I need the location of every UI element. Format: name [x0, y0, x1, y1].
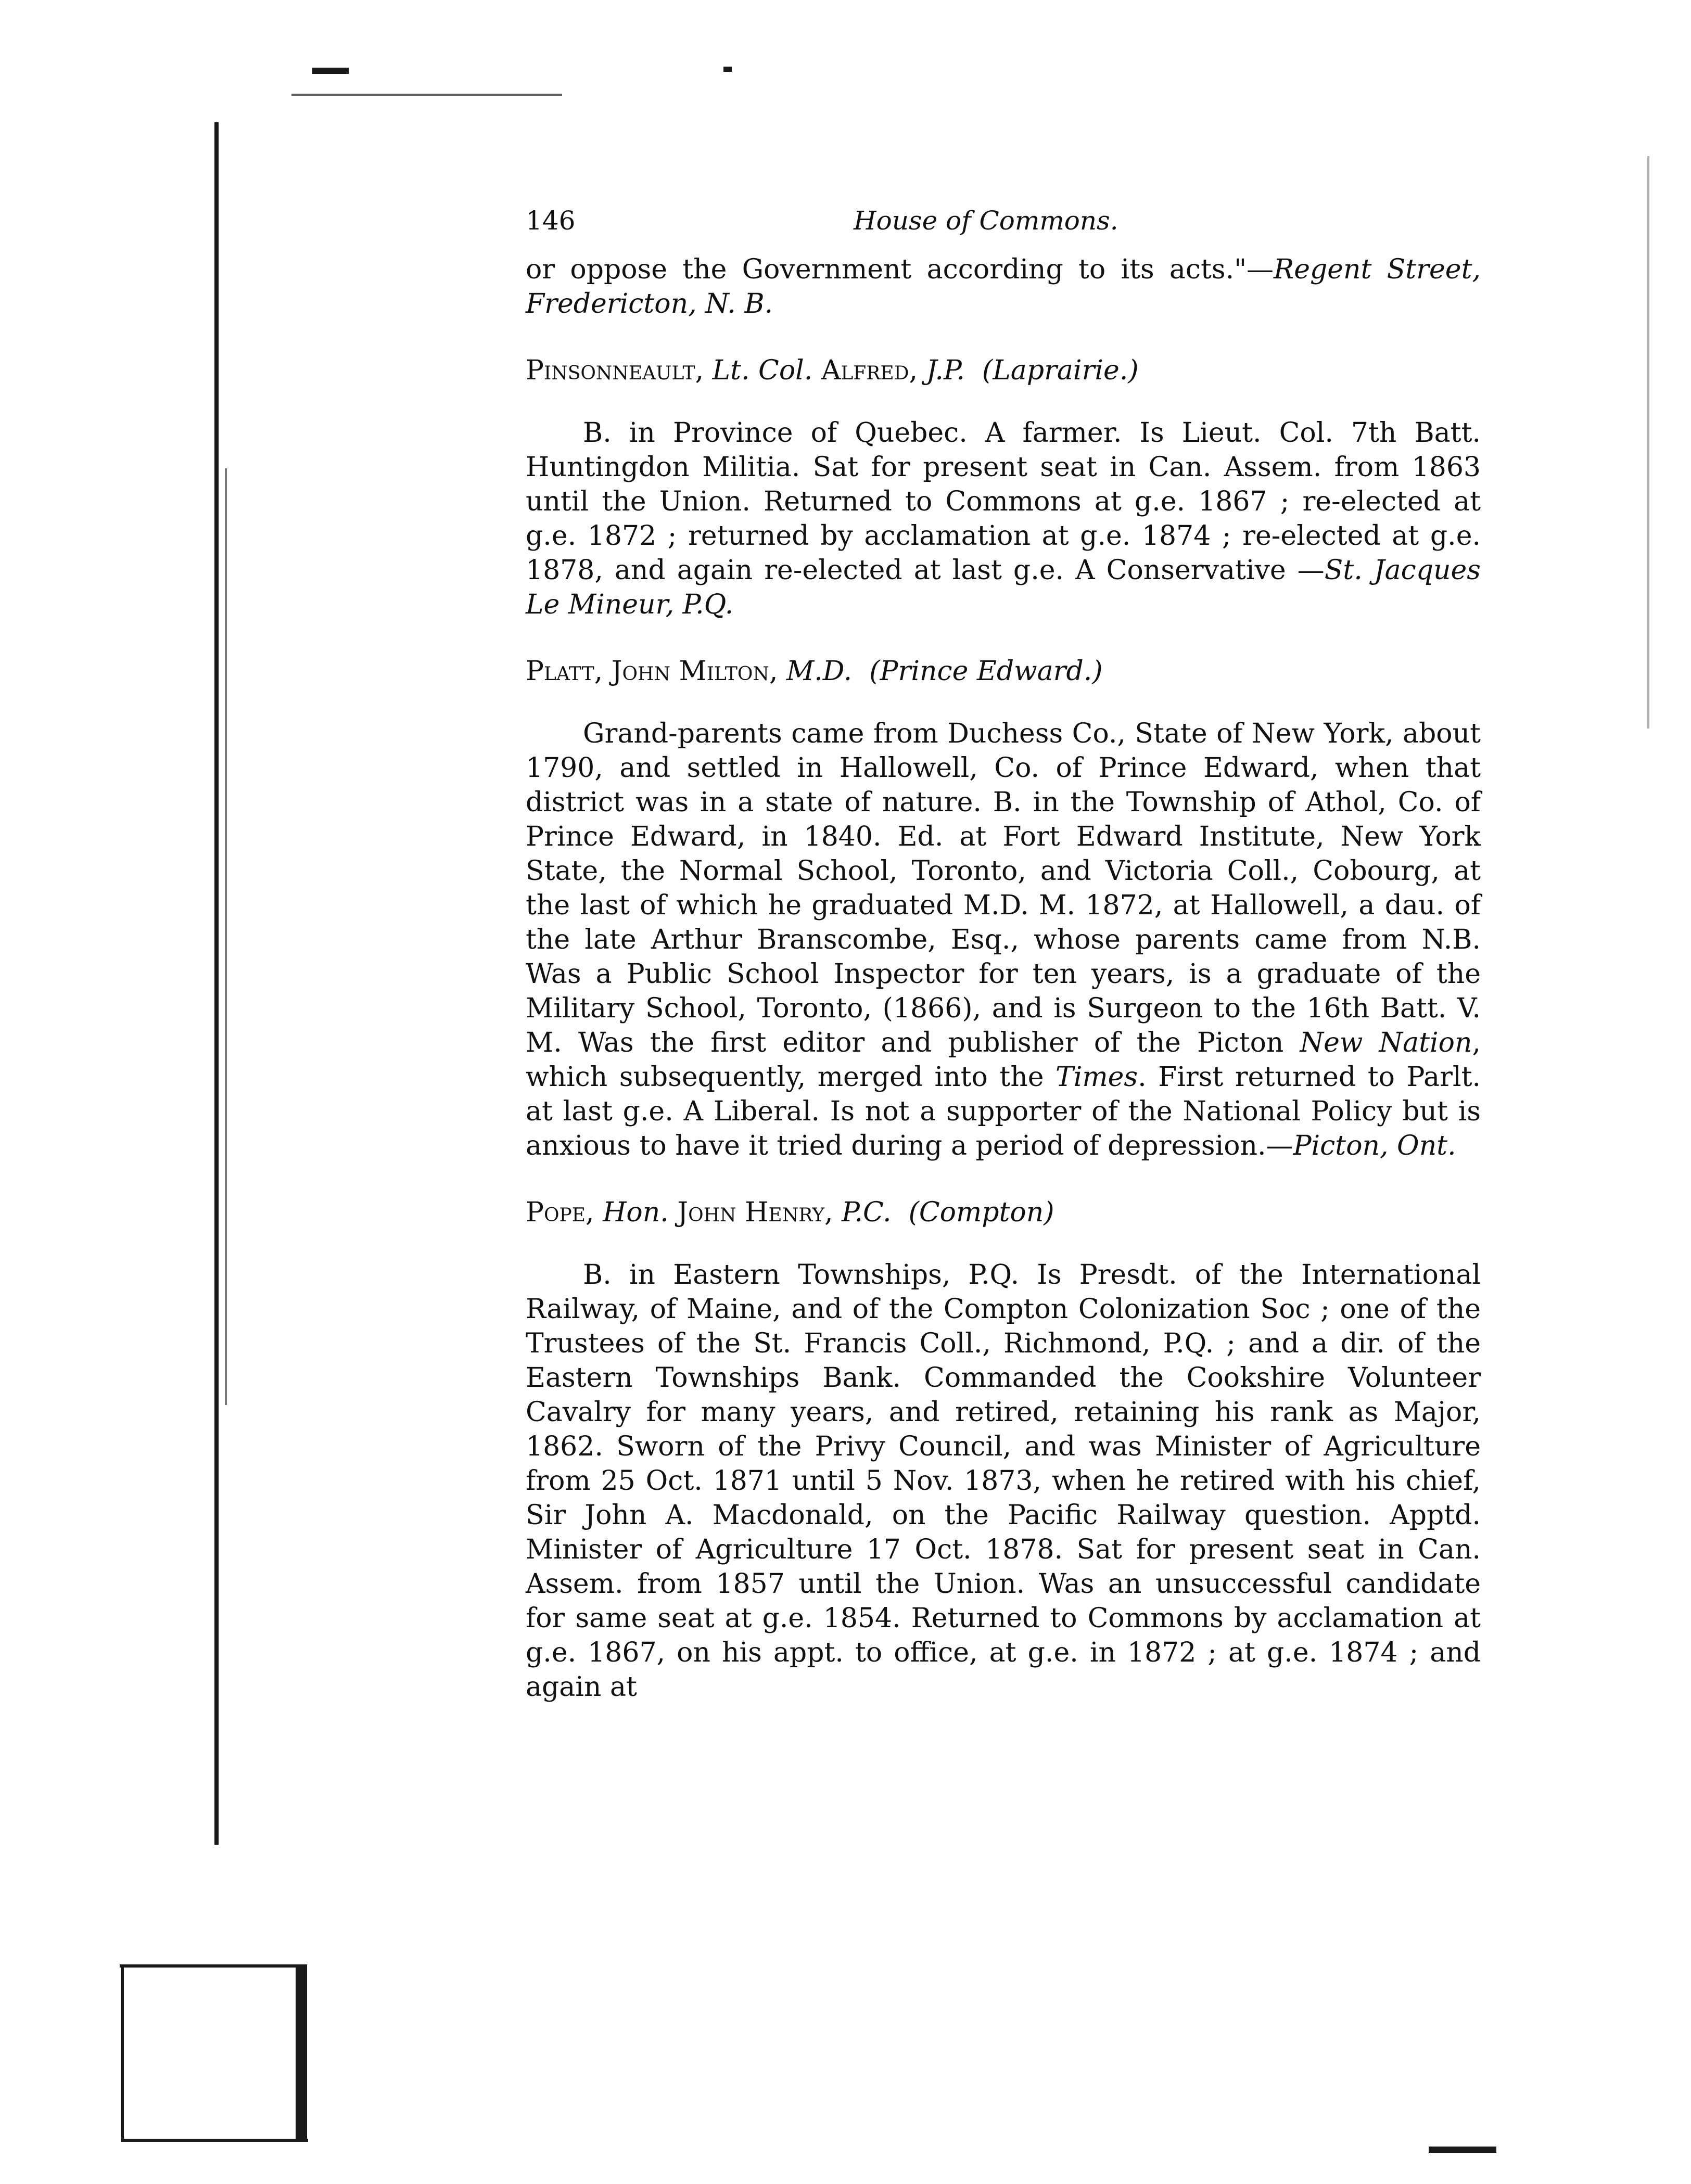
scan-top-smudge [312, 68, 349, 74]
entry-text-part-3: . First returned to Parlt. at last g.e. A Liberal. Is not a supporter of the National Policy but is anxious to have it tried during a period of depression.— [526, 1062, 1481, 1161]
entry-surname: Platt [526, 656, 594, 687]
scan-bracket-top [120, 1964, 307, 1968]
entry-text-part-1: Grand-parents came from Duchess Co., State of New York, about 1790, and settled in Hallowell, Co. of Prince Edward, when that district was in a state of nature. B. in the Township of Athol, Co. of Prince Edward, in 1840. Ed. at Fort Edward Institute, New York State, the Normal School, Toronto, and Victoria Coll., Cobourg, at the last of which he graduated M.D. M. 1872, at Hallowell, a dau. of the late Arthur Branscombe, Esq., whose parents came from N.B. Was a Public School Inspector for ten years, is a graduate of the Military School, Toronto, (1866), and is Surgeon to the 16th Batt. V. M. Was the first editor and publisher of the Picton [526, 718, 1481, 1058]
entry-body-pinsonneault [526, 416, 1481, 622]
continuation-text: or oppose the Government according to its acts."— [526, 254, 1274, 285]
scan-bottom-smudge [1429, 2147, 1496, 2153]
entry-paper-name: New Nation [1300, 1027, 1472, 1058]
entry-suffix: J.P. [926, 355, 965, 386]
entry-constituency: (Laprairie.) [982, 355, 1139, 386]
scan-bracket-left [121, 1964, 124, 2141]
entry-text: B. in Province of Quebec. A farmer. Is Lieut. Col. 7th Batt. Huntingdon Militia. Sat for present seat in Can. Assem. from 1863 until the Union. Returned to Commons at g.e. 1867 ; re-elected at g.e. 1872 ; returned by acclamation at g.e. 1874 ; re-elected at g.e. 1878, and again re-elected at last g.e. A Conservative — [526, 417, 1481, 586]
entry-rank: Lt. Col. [712, 355, 813, 386]
scan-top-rule [291, 94, 562, 96]
scan-margin-rule-thin [225, 468, 227, 1405]
scan-top-dot [723, 67, 732, 72]
entry-given-name: John Milton [611, 656, 769, 687]
entry-body-pope [526, 1258, 1481, 1704]
entry-address: Picton, Ont. [1293, 1130, 1456, 1161]
entry-surname: Pope [526, 1197, 586, 1228]
entry-paper-name-2: Times [1056, 1062, 1138, 1093]
entry-surname: Pinsonneault [526, 355, 695, 386]
entry-given-name: Alfred [821, 355, 909, 386]
entry-constituency: (Compton) [908, 1197, 1054, 1228]
page-number: 146 [526, 206, 576, 236]
entry-constituency: (Prince Edward.) [869, 656, 1103, 687]
running-title: House of Commons. [854, 206, 1118, 236]
running-head [526, 206, 1481, 252]
scan-margin-rule [214, 122, 219, 1845]
entry-body-platt [526, 717, 1481, 1163]
scan-bracket-bottom [121, 2139, 308, 2142]
scan-bracket-right [296, 1967, 307, 2139]
entry-text-part-2: , which subsequently, merged into the [526, 1027, 1481, 1093]
scan-right-edge [1647, 156, 1649, 729]
entry-address: St. Jacques Le Mineur, P.Q. [526, 555, 1481, 620]
entry-given-name: John Henry [677, 1197, 824, 1228]
entry-text: B. in Eastern Townships, P.Q. Is Presdt. of the International Railway, of Maine, and of the Compton Colonization Soc ; one of the Trustees of the St. Francis Coll., Richmond, P.Q. ; and a dir. of the Eastern Townships Bank. Commanded the Cookshire Volunteer Cavalry for many years, and retired, retaining his rank as Major, 1862. Sworn of the Privy Council, and was Minister of Agriculture from 25 Oct. 1871 until 5 Nov. 1873, when he retired with his chief, Sir John A. Macdonald, on the Pacific Railway question. Apptd. Minister of Agriculture 17 Oct. 1878. Sat for present seat in Can. Assem. from 1857 until the Union. Was an unsuccessful candidate for same seat at g.e. 1854. Returned to Commons by acclamation at g.e. 1867, on his appt. to office, at g.e. in 1872 ; at g.e. 1874 ; and again at [526, 1259, 1481, 1703]
entry-rank: Hon. [603, 1197, 669, 1228]
entry-heading-pope: Pope, Hon. John Henry, P.C. (Compton) [526, 1197, 1054, 1228]
continuation-paragraph [526, 252, 1481, 321]
continuation-address: Regent Street, Fredericton, N. B. [526, 254, 1481, 320]
entry-heading-pinsonneault: Pinsonneault, Lt. Col. Alfred, J.P. (Laprairie.) [526, 355, 1139, 386]
book-page [526, 206, 1481, 1704]
entry-suffix: P.C. [842, 1197, 892, 1228]
entry-heading-platt: Platt, John Milton, M.D. (Prince Edward.) [526, 656, 1103, 687]
entry-suffix: M.D. [786, 656, 853, 687]
